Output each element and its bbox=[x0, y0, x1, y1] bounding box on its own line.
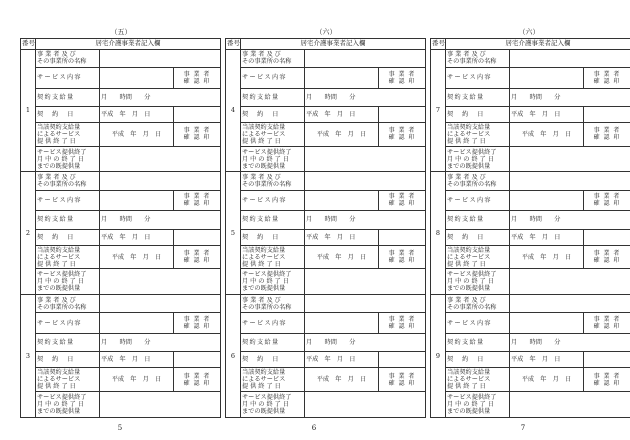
end-date-label-line: 提 供 終 了 日 bbox=[37, 383, 76, 391]
confirm-seal-line: 確 認 印 bbox=[593, 257, 621, 264]
contract-date-value[interactable]: 平成 年 月 日 bbox=[510, 106, 584, 122]
used-amount-field[interactable] bbox=[305, 146, 426, 172]
service-field[interactable] bbox=[305, 313, 379, 333]
used-amount-field[interactable] bbox=[510, 269, 630, 295]
contract-date-blank bbox=[174, 106, 221, 122]
contract-amount-value[interactable]: 月 時間 分 bbox=[100, 88, 221, 106]
end-date-value[interactable]: 平成 年 月 日 bbox=[305, 245, 379, 269]
confirm-seal-line: 事 業 者 bbox=[183, 193, 211, 201]
provider-name-label bbox=[241, 295, 305, 313]
contract-amount-value[interactable]: 月 時間 分 bbox=[100, 333, 221, 351]
end-date-label-line: によるサービス bbox=[37, 130, 81, 138]
end-date-value[interactable]: 平成 年 月 日 bbox=[100, 368, 174, 392]
end-date-label-line: によるサービス bbox=[447, 253, 491, 261]
service-label: サービス内容 bbox=[241, 313, 305, 333]
column-heading: （六） bbox=[518, 28, 540, 36]
used-amount-label bbox=[241, 146, 305, 172]
confirm-seal-line: 事 業 者 bbox=[388, 127, 416, 135]
used-amount-label-line: サービス提供終了 bbox=[447, 394, 497, 402]
confirm-seal-line: 確 認 印 bbox=[388, 134, 416, 142]
end-date-label-line: 提 供 終 了 日 bbox=[242, 260, 281, 268]
provider-name-label bbox=[241, 172, 305, 190]
provider-name-field[interactable] bbox=[305, 295, 426, 313]
contract-amount-label: 契約支給量 bbox=[446, 333, 510, 351]
service-label: サービス内容 bbox=[36, 190, 100, 210]
confirm-seal-line: 確 認 印 bbox=[593, 77, 621, 85]
end-date-label-line: 提 供 終 了 日 bbox=[37, 137, 76, 145]
confirm-seal-line: 確 認 印 bbox=[593, 323, 621, 331]
contract-date-blank bbox=[584, 352, 630, 368]
service-label: サービス内容 bbox=[446, 190, 510, 210]
confirm-seal-line: 事 業 者 bbox=[388, 316, 416, 324]
used-amount-label-line: 月 中 の 終 了 日 bbox=[447, 401, 494, 409]
provider-name-label-line: 事 業 者 及 び bbox=[37, 174, 76, 182]
confirm-seal-line: 確 認 印 bbox=[593, 200, 621, 208]
contract-date-label: 契 約 日 bbox=[446, 352, 510, 368]
contract-date-label: 契 約 日 bbox=[36, 106, 100, 122]
provider-name-label-line: 事 業 者 及 び bbox=[447, 174, 486, 182]
confirm-seal-line: 事 業 者 bbox=[388, 70, 416, 78]
provider-entry-form bbox=[20, 38, 220, 418]
end-date-value[interactable]: 平成 年 月 日 bbox=[510, 122, 584, 146]
end-date-label-line: 提 供 終 了 日 bbox=[447, 383, 486, 391]
used-amount-label-line: までの既提供量 bbox=[37, 162, 81, 170]
confirm-seal-line: 事 業 者 bbox=[388, 250, 416, 257]
used-amount-label-line: までの既提供量 bbox=[242, 285, 286, 293]
confirm-seal-line: 事 業 者 bbox=[183, 372, 211, 380]
provider-name-field[interactable] bbox=[100, 49, 221, 67]
confirm-seal-line: 事 業 者 bbox=[593, 316, 621, 324]
confirm-seal-label bbox=[584, 68, 630, 88]
used-amount-label bbox=[241, 269, 305, 295]
confirm-seal-line: 確 認 印 bbox=[388, 257, 416, 264]
confirm-seal-line: 確 認 印 bbox=[593, 379, 621, 387]
confirm-seal-label bbox=[174, 368, 221, 392]
entry-number: 9 bbox=[431, 295, 446, 418]
contract-date-value[interactable]: 平成 年 月 日 bbox=[100, 106, 174, 122]
used-amount-field[interactable] bbox=[100, 392, 221, 418]
contract-amount-value[interactable]: 月 時間 分 bbox=[305, 211, 426, 229]
end-date-label-line: 当該契約支給量 bbox=[37, 123, 81, 131]
provider-name-label-line: その事業所の名称 bbox=[242, 303, 292, 311]
service-label: サービス内容 bbox=[36, 68, 100, 88]
provider-name-label bbox=[446, 49, 510, 67]
used-amount-label-line: 月 中 の 終 了 日 bbox=[37, 278, 84, 286]
confirm-seal-label bbox=[584, 190, 630, 210]
end-date-label-line: 当該契約支給量 bbox=[242, 123, 286, 131]
contract-date-value[interactable]: 平成 年 月 日 bbox=[305, 229, 379, 245]
provider-name-label-line: 事 業 者 及 び bbox=[37, 296, 76, 304]
used-amount-label-line: サービス提供終了 bbox=[242, 394, 292, 402]
confirm-seal-line: 事 業 者 bbox=[593, 70, 621, 78]
used-amount-field[interactable] bbox=[510, 146, 630, 172]
service-field[interactable] bbox=[510, 313, 584, 333]
used-amount-label-line: 月 中 の 終 了 日 bbox=[447, 278, 494, 286]
contract-date-label: 契 約 日 bbox=[446, 229, 510, 245]
contract-date-value[interactable]: 平成 年 月 日 bbox=[510, 229, 584, 245]
provider-name-label bbox=[36, 49, 100, 67]
confirm-seal-label bbox=[379, 368, 426, 392]
end-date-label bbox=[241, 368, 305, 392]
confirm-seal-label bbox=[584, 313, 630, 333]
provider-name-label-line: その事業所の名称 bbox=[447, 58, 497, 66]
used-amount-label bbox=[446, 269, 510, 295]
service-field[interactable] bbox=[305, 68, 379, 88]
provider-name-label-line: その事業所の名称 bbox=[37, 181, 87, 189]
entry-block bbox=[21, 49, 221, 67]
contract-date-label: 契 約 日 bbox=[241, 352, 305, 368]
end-date-label-line: によるサービス bbox=[242, 376, 286, 384]
service-label: サービス内容 bbox=[241, 190, 305, 210]
confirm-seal-line: 事 業 者 bbox=[183, 70, 211, 78]
entry-number: 5 bbox=[226, 172, 241, 295]
contract-amount-label: 契約支給量 bbox=[241, 88, 305, 106]
provider-name-label bbox=[446, 172, 510, 190]
contract-date-blank bbox=[584, 229, 630, 245]
provider-name-label bbox=[36, 172, 100, 190]
used-amount-label bbox=[36, 146, 100, 172]
entry-number: 2 bbox=[21, 172, 36, 295]
provider-name-label-line: 事 業 者 及 び bbox=[242, 51, 281, 59]
confirm-seal-line: 事 業 者 bbox=[388, 372, 416, 380]
entry-number: 3 bbox=[21, 295, 36, 418]
contract-date-value[interactable]: 平成 年 月 日 bbox=[100, 229, 174, 245]
contract-amount-value[interactable]: 月 時間 分 bbox=[305, 88, 426, 106]
used-amount-label-line: サービス提供終了 bbox=[37, 394, 87, 402]
contract-date-label: 契 約 日 bbox=[241, 106, 305, 122]
entry-block bbox=[431, 295, 630, 313]
header-number: 番号 bbox=[432, 39, 445, 48]
contract-amount-label: 契約支給量 bbox=[446, 211, 510, 229]
header-title: 居宅介護事業者記入欄 bbox=[446, 39, 630, 50]
service-field[interactable] bbox=[100, 313, 174, 333]
end-date-label bbox=[446, 245, 510, 269]
confirm-seal-line: 確 認 印 bbox=[388, 379, 416, 387]
provider-name-label bbox=[36, 295, 100, 313]
end-date-value[interactable]: 平成 年 月 日 bbox=[510, 245, 584, 269]
contract-amount-value[interactable]: 月 時間 分 bbox=[510, 88, 630, 106]
contract-date-value[interactable]: 平成 年 月 日 bbox=[510, 352, 584, 368]
header-number: 番号 bbox=[22, 39, 35, 48]
confirm-seal-line: 確 認 印 bbox=[388, 77, 416, 85]
used-amount-label-line: 月 中 の 終 了 日 bbox=[242, 278, 289, 286]
provider-name-label-line: その事業所の名称 bbox=[37, 303, 87, 311]
contract-amount-value[interactable]: 月 時間 分 bbox=[100, 211, 221, 229]
header-number: 番号 bbox=[227, 39, 240, 48]
used-amount-label bbox=[36, 392, 100, 418]
end-date-label-line: によるサービス bbox=[447, 130, 491, 138]
provider-name-label bbox=[241, 49, 305, 67]
used-amount-label-line: 月 中 の 終 了 日 bbox=[37, 155, 84, 163]
end-date-label-line: 当該契約支給量 bbox=[37, 246, 81, 254]
entry-number: 6 bbox=[226, 295, 241, 418]
end-date-label bbox=[241, 245, 305, 269]
end-date-label-line: 当該契約支給量 bbox=[447, 369, 491, 377]
confirm-seal-line: 確 認 印 bbox=[593, 134, 621, 142]
confirm-seal-label bbox=[584, 122, 630, 146]
confirm-seal-line: 確 認 印 bbox=[388, 323, 416, 331]
end-date-label-line: によるサービス bbox=[37, 376, 81, 384]
column-heading: （五） bbox=[110, 28, 132, 36]
end-date-label-line: によるサービス bbox=[242, 130, 286, 138]
confirm-seal-line: 事 業 者 bbox=[593, 127, 621, 135]
contract-date-label: 契 約 日 bbox=[36, 229, 100, 245]
entry-block bbox=[21, 172, 221, 190]
contract-amount-value[interactable]: 月 時間 分 bbox=[510, 333, 630, 351]
used-amount-field[interactable] bbox=[305, 392, 426, 418]
end-date-value[interactable]: 平成 年 月 日 bbox=[100, 122, 174, 146]
confirm-seal-line: 確 認 印 bbox=[183, 379, 211, 387]
provider-name-label-line: その事業所の名称 bbox=[242, 181, 292, 189]
provider-entry-form bbox=[225, 38, 425, 418]
end-date-label bbox=[446, 122, 510, 146]
entry-number: 4 bbox=[226, 49, 241, 172]
used-amount-label-line: までの既提供量 bbox=[447, 162, 491, 170]
confirm-seal-line: 事 業 者 bbox=[183, 127, 211, 135]
used-amount-label bbox=[446, 146, 510, 172]
provider-name-field[interactable] bbox=[305, 49, 426, 67]
contract-amount-value[interactable]: 月 時間 分 bbox=[510, 211, 630, 229]
provider-name-field[interactable] bbox=[305, 172, 426, 190]
end-date-value[interactable]: 平成 年 月 日 bbox=[305, 122, 379, 146]
contract-date-value[interactable]: 平成 年 月 日 bbox=[100, 352, 174, 368]
provider-name-label-line: その事業所の名称 bbox=[447, 181, 497, 189]
confirm-seal-label bbox=[379, 122, 426, 146]
provider-name-label-line: 事 業 者 及 び bbox=[37, 51, 76, 59]
confirm-seal-line: 確 認 印 bbox=[183, 323, 211, 331]
used-amount-label-line: サービス提供終了 bbox=[447, 148, 497, 156]
used-amount-label-line: サービス提供終了 bbox=[242, 271, 292, 279]
confirm-seal-label bbox=[379, 68, 426, 88]
used-amount-label-line: 月 中 の 終 了 日 bbox=[447, 155, 494, 163]
confirm-seal-label bbox=[584, 245, 630, 269]
used-amount-label-line: までの既提供量 bbox=[242, 408, 286, 416]
confirm-seal-label bbox=[174, 122, 221, 146]
end-date-label-line: 当該契約支給量 bbox=[37, 369, 81, 377]
end-date-label-line: 当該契約支給量 bbox=[242, 246, 286, 254]
end-date-label bbox=[36, 245, 100, 269]
confirm-seal-line: 確 認 印 bbox=[183, 200, 211, 208]
used-amount-label-line: サービス提供終了 bbox=[447, 271, 497, 279]
confirm-seal-label bbox=[584, 368, 630, 392]
used-amount-label-line: 月 中 の 終 了 日 bbox=[37, 401, 84, 409]
confirm-seal-label bbox=[174, 313, 221, 333]
used-amount-label-line: サービス提供終了 bbox=[37, 148, 87, 156]
confirm-seal-line: 確 認 印 bbox=[388, 200, 416, 208]
provider-name-field[interactable] bbox=[510, 295, 630, 313]
contract-amount-value[interactable]: 月 時間 分 bbox=[305, 333, 426, 351]
service-label: サービス内容 bbox=[446, 313, 510, 333]
used-amount-field[interactable] bbox=[100, 269, 221, 295]
column-heading: （六） bbox=[315, 28, 337, 36]
header-title: 居宅介護事業者記入欄 bbox=[241, 39, 426, 50]
contract-date-label: 契 約 日 bbox=[446, 106, 510, 122]
contract-date-blank bbox=[379, 352, 426, 368]
end-date-label-line: によるサービス bbox=[242, 253, 286, 261]
service-field[interactable] bbox=[510, 68, 584, 88]
entry-block bbox=[431, 49, 630, 67]
used-amount-label bbox=[36, 269, 100, 295]
service-field[interactable] bbox=[305, 190, 379, 210]
entry-number: 1 bbox=[21, 49, 36, 172]
end-date-label-line: 当該契約支給量 bbox=[447, 123, 491, 131]
end-date-label bbox=[36, 368, 100, 392]
end-date-label bbox=[241, 122, 305, 146]
confirm-seal-line: 事 業 者 bbox=[593, 372, 621, 380]
end-date-label-line: 提 供 終 了 日 bbox=[447, 137, 486, 145]
entry-block bbox=[21, 295, 221, 313]
end-date-label-line: 提 供 終 了 日 bbox=[447, 260, 486, 268]
used-amount-label-line: 月 中 の 終 了 日 bbox=[242, 401, 289, 409]
contract-amount-label: 契約支給量 bbox=[36, 333, 100, 351]
provider-name-field[interactable] bbox=[100, 295, 221, 313]
contract-date-blank bbox=[174, 229, 221, 245]
contract-amount-label: 契約支給量 bbox=[446, 88, 510, 106]
end-date-label-line: 提 供 終 了 日 bbox=[242, 137, 281, 145]
service-label: サービス内容 bbox=[446, 68, 510, 88]
used-amount-label-line: サービス提供終了 bbox=[37, 271, 87, 279]
end-date-value[interactable]: 平成 年 月 日 bbox=[305, 368, 379, 392]
used-amount-field[interactable] bbox=[510, 392, 630, 418]
end-date-label-line: 提 供 終 了 日 bbox=[37, 260, 76, 268]
provider-entry-form bbox=[430, 38, 630, 418]
used-amount-label bbox=[446, 392, 510, 418]
end-date-label-line: によるサービス bbox=[37, 253, 81, 261]
contract-date-value[interactable]: 平成 年 月 日 bbox=[305, 352, 379, 368]
used-amount-label-line: までの既提供量 bbox=[37, 408, 81, 416]
contract-amount-label: 契約支給量 bbox=[241, 211, 305, 229]
confirm-seal-label bbox=[174, 190, 221, 210]
contract-amount-label: 契約支給量 bbox=[36, 88, 100, 106]
confirm-seal-line: 事 業 者 bbox=[593, 250, 621, 257]
end-date-label bbox=[446, 368, 510, 392]
provider-name-label-line: 事 業 者 及 び bbox=[447, 51, 486, 59]
confirm-seal-line: 確 認 印 bbox=[183, 257, 211, 264]
confirm-seal-line: 確 認 印 bbox=[183, 134, 211, 142]
confirm-seal-label bbox=[379, 313, 426, 333]
confirm-seal-label bbox=[379, 190, 426, 210]
provider-name-label-line: その事業所の名称 bbox=[447, 303, 497, 311]
contract-date-value[interactable]: 平成 年 月 日 bbox=[305, 106, 379, 122]
service-label: サービス内容 bbox=[241, 68, 305, 88]
used-amount-label-line: までの既提供量 bbox=[447, 285, 491, 293]
entry-block bbox=[226, 172, 426, 190]
page-number: 5 bbox=[117, 424, 123, 432]
end-date-label-line: 当該契約支給量 bbox=[242, 369, 286, 377]
contract-date-blank bbox=[174, 352, 221, 368]
header-title: 居宅介護事業者記入欄 bbox=[36, 39, 221, 50]
confirm-seal-line: 事 業 者 bbox=[593, 193, 621, 201]
entry-number: 7 bbox=[431, 49, 446, 172]
page-number: 7 bbox=[520, 424, 526, 432]
used-amount-field[interactable] bbox=[305, 269, 426, 295]
provider-name-label-line: 事 業 者 及 び bbox=[242, 174, 281, 182]
used-amount-label bbox=[241, 392, 305, 418]
used-amount-label-line: までの既提供量 bbox=[242, 162, 286, 170]
confirm-seal-label bbox=[379, 245, 426, 269]
provider-name-label-line: 事 業 者 及 び bbox=[242, 296, 281, 304]
provider-name-label-line: その事業所の名称 bbox=[242, 58, 292, 66]
entry-block bbox=[226, 49, 426, 67]
confirm-seal-line: 事 業 者 bbox=[183, 250, 211, 257]
entry-block bbox=[226, 295, 426, 313]
service-field[interactable] bbox=[100, 68, 174, 88]
contract-date-blank bbox=[584, 106, 630, 122]
confirm-seal-line: 事 業 者 bbox=[183, 316, 211, 324]
confirm-seal-line: 確 認 印 bbox=[183, 77, 211, 85]
used-amount-field[interactable] bbox=[100, 146, 221, 172]
end-date-label-line: 当該契約支給量 bbox=[447, 246, 491, 254]
entry-number: 8 bbox=[431, 172, 446, 295]
provider-name-label bbox=[446, 295, 510, 313]
contract-date-label: 契 約 日 bbox=[241, 229, 305, 245]
end-date-label-line: によるサービス bbox=[447, 376, 491, 384]
entry-block bbox=[431, 172, 630, 190]
confirm-seal-label bbox=[174, 245, 221, 269]
service-label: サービス内容 bbox=[36, 313, 100, 333]
provider-name-field[interactable] bbox=[100, 172, 221, 190]
provider-name-field[interactable] bbox=[510, 172, 630, 190]
provider-name-label-line: その事業所の名称 bbox=[37, 58, 87, 66]
contract-amount-label: 契約支給量 bbox=[241, 333, 305, 351]
contract-date-blank bbox=[379, 229, 426, 245]
contract-date-blank bbox=[379, 106, 426, 122]
end-date-value[interactable]: 平成 年 月 日 bbox=[100, 245, 174, 269]
end-date-value[interactable]: 平成 年 月 日 bbox=[510, 368, 584, 392]
page-number: 6 bbox=[311, 424, 317, 432]
confirm-seal-label bbox=[174, 68, 221, 88]
contract-date-label: 契 約 日 bbox=[36, 352, 100, 368]
contract-amount-label: 契約支給量 bbox=[36, 211, 100, 229]
used-amount-label-line: までの既提供量 bbox=[447, 408, 491, 416]
used-amount-label-line: までの既提供量 bbox=[37, 285, 81, 293]
service-field[interactable] bbox=[510, 190, 584, 210]
used-amount-label-line: 月 中 の 終 了 日 bbox=[242, 155, 289, 163]
used-amount-label-line: サービス提供終了 bbox=[242, 148, 292, 156]
end-date-label bbox=[36, 122, 100, 146]
confirm-seal-line: 事 業 者 bbox=[388, 193, 416, 201]
provider-name-field[interactable] bbox=[510, 49, 630, 67]
provider-name-label-line: 事 業 者 及 び bbox=[447, 296, 486, 304]
service-field[interactable] bbox=[100, 190, 174, 210]
end-date-label-line: 提 供 終 了 日 bbox=[242, 383, 281, 391]
